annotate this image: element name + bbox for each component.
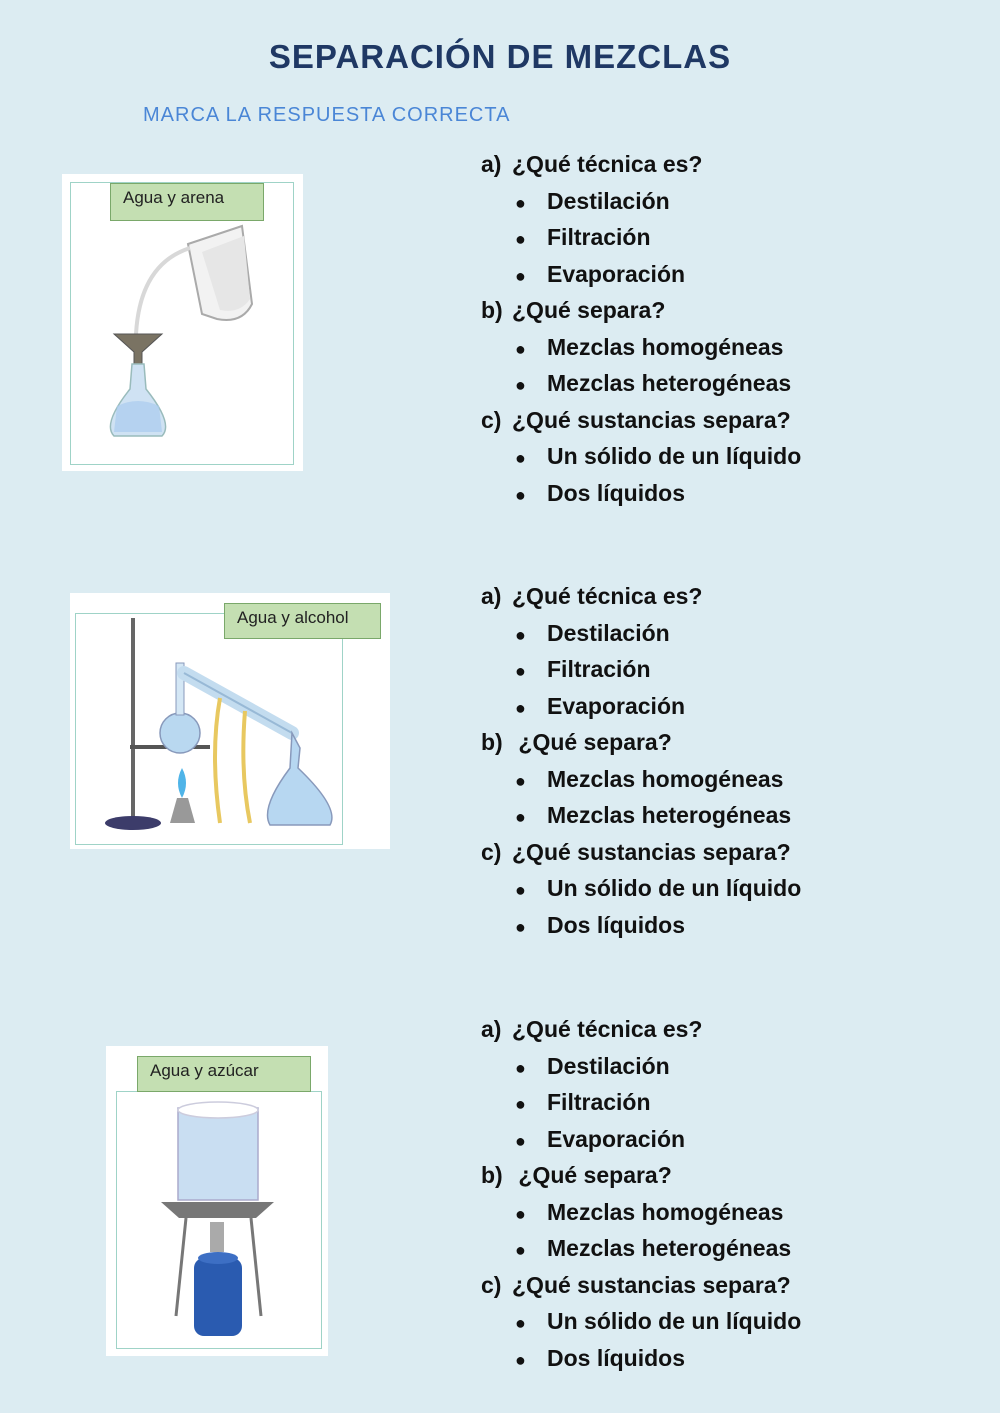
bullet-icon: ●: [515, 375, 526, 395]
question-text: ¿Qué separa?: [512, 729, 672, 755]
question-separates: [481, 295, 961, 332]
option-heterogeneas[interactable]: ● Mezclas heterogéneas: [481, 800, 961, 837]
question-text: ¿Qué sustancias separa?: [512, 406, 791, 433]
bullet-icon: ●: [515, 1313, 526, 1333]
option-heterogeneas[interactable]: ● Mezclas heterogéneas: [481, 1233, 961, 1270]
question-separates: [481, 727, 961, 764]
bullet-icon: ●: [515, 661, 526, 681]
bullet-icon: ●: [515, 770, 526, 791]
option-destilacion[interactable]: ● Destilación: [481, 186, 961, 223]
question-letter: a): [481, 151, 502, 177]
option-evaporacion[interactable]: ● Evaporación: [481, 691, 961, 728]
question-block-2: [481, 581, 961, 946]
figure-evaporation: [106, 1046, 328, 1356]
figure-filtration: [62, 174, 303, 471]
question-letter: c): [481, 838, 502, 865]
bullet-icon: ●: [515, 448, 526, 468]
question-technique: [481, 149, 961, 186]
question-substances: [481, 405, 961, 442]
option-dos-liquidos[interactable]: ● Dos líquidos: [481, 910, 961, 947]
question-letter: c): [481, 1271, 502, 1298]
option-heterogeneas[interactable]: ● Mezclas heterogéneas: [481, 368, 961, 405]
image-label: Agua y azúcar: [137, 1056, 311, 1092]
question-text: ¿Qué sustancias separa?: [512, 838, 791, 865]
question-letter: c): [481, 406, 502, 433]
question-technique: [481, 1014, 961, 1051]
option-homogeneas[interactable]: ● Mezclas homogéneas: [481, 1197, 961, 1234]
question-substances: [481, 837, 961, 874]
question-substances: [481, 1270, 961, 1307]
bullet-icon: ●: [515, 265, 526, 286]
bullet-icon: ●: [515, 880, 526, 900]
option-filtracion[interactable]: ● Filtración: [481, 654, 961, 691]
question-technique: [481, 581, 961, 618]
question-letter: b): [481, 729, 503, 755]
option-solido-liquido[interactable]: ● Un sólido de un líquido: [481, 441, 961, 478]
bullet-icon: ●: [515, 916, 526, 937]
question-letter: b): [481, 297, 503, 323]
question-text: ¿Qué separa?: [512, 297, 666, 323]
evaporation-apparatus-icon: [106, 1046, 328, 1356]
question-text: ¿Qué separa?: [512, 1162, 672, 1188]
image-label: Agua y alcohol: [224, 603, 381, 639]
bullet-icon: ●: [515, 1130, 526, 1151]
question-separates: [481, 1160, 961, 1197]
bullet-icon: ●: [515, 1094, 526, 1114]
question-block-1: [481, 149, 961, 514]
bullet-icon: ●: [515, 1057, 526, 1078]
bullet-icon: ●: [515, 1240, 526, 1260]
question-text: ¿Qué técnica es?: [512, 151, 703, 177]
option-homogeneas[interactable]: ● Mezclas homogéneas: [481, 764, 961, 801]
bullet-icon: ●: [515, 229, 526, 249]
bullet-icon: ●: [515, 697, 526, 718]
option-filtracion[interactable]: ● Filtración: [481, 1087, 961, 1124]
option-solido-liquido[interactable]: ● Un sólido de un líquido: [481, 873, 961, 910]
option-filtracion[interactable]: ● Filtración: [481, 222, 961, 259]
option-dos-liquidos[interactable]: ● Dos líquidos: [481, 1343, 961, 1380]
question-text: ¿Qué sustancias separa?: [512, 1271, 791, 1298]
question-block-3: [481, 1014, 961, 1379]
bullet-icon: ●: [515, 1203, 526, 1224]
bullet-icon: ●: [515, 1349, 526, 1370]
page-title: SEPARACIÓN DE MEZCLAS: [268, 38, 732, 75]
question-text: ¿Qué técnica es?: [512, 1016, 703, 1042]
option-evaporacion[interactable]: ● Evaporación: [481, 259, 961, 296]
option-dos-liquidos[interactable]: ● Dos líquidos: [481, 478, 961, 515]
bullet-icon: ●: [515, 484, 526, 505]
bullet-icon: ●: [515, 338, 526, 359]
option-destilacion[interactable]: ● Destilación: [481, 618, 961, 655]
bullet-icon: ●: [515, 807, 526, 827]
option-homogeneas[interactable]: ● Mezclas homogéneas: [481, 332, 961, 369]
image-label: Agua y arena: [110, 183, 264, 221]
option-destilacion[interactable]: ● Destilación: [481, 1051, 961, 1088]
instructions: MARCA LA RESPUESTA CORRECTA: [143, 104, 511, 126]
question-letter: a): [481, 583, 502, 609]
figure-distillation: [70, 593, 390, 849]
question-letter: a): [481, 1016, 502, 1042]
bullet-icon: ●: [515, 624, 526, 645]
question-text: ¿Qué técnica es?: [512, 583, 703, 609]
question-letter: b): [481, 1162, 503, 1188]
option-solido-liquido[interactable]: ● Un sólido de un líquido: [481, 1306, 961, 1343]
bullet-icon: ●: [515, 192, 526, 213]
option-evaporacion[interactable]: ● Evaporación: [481, 1124, 961, 1161]
